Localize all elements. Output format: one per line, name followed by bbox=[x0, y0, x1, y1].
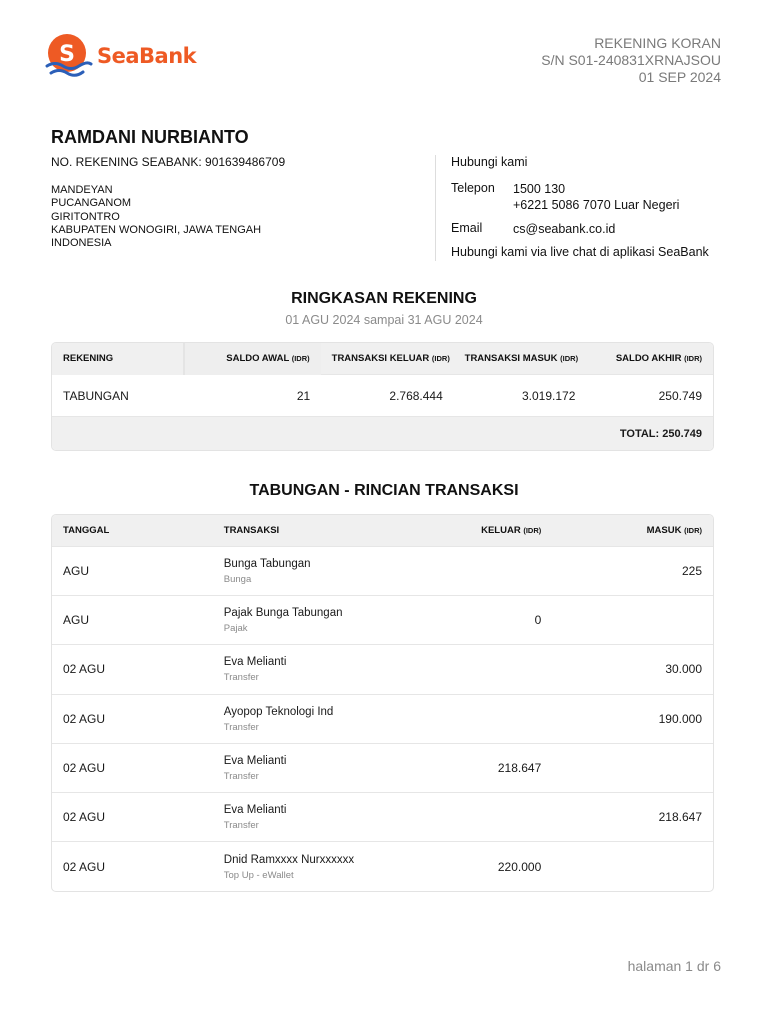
transaction-row bbox=[52, 596, 713, 645]
document-meta bbox=[541, 35, 721, 86]
page-number: halaman 1 dr 6 bbox=[627, 958, 721, 974]
transaction-details bbox=[213, 705, 438, 733]
transaction-type: Transfer bbox=[223, 820, 259, 832]
transaction-description: Bunga Tabungan bbox=[223, 558, 311, 571]
seabank-logo-icon bbox=[45, 33, 93, 79]
transaction-description: Ayopop Teknologi Ind bbox=[223, 705, 334, 718]
seabank-logo bbox=[45, 33, 196, 79]
transaction-out: 218.647 bbox=[497, 760, 542, 775]
transaction-type: Transfer bbox=[223, 672, 259, 684]
header-transaction: TRANSAKSI bbox=[223, 525, 280, 536]
header-unit: (IDR) bbox=[684, 354, 702, 363]
transaction-description: Pajak Bunga Tabungan bbox=[223, 607, 343, 620]
brand-name: SeaBank bbox=[97, 44, 197, 68]
incoming-total: 3.019.172 bbox=[521, 388, 576, 403]
live-chat-note: Hubungi kami via live chat di aplikasi SeaBank bbox=[451, 245, 709, 259]
phone-number-intl[interactable]: +6221 5086 7070 Luar Negeri bbox=[513, 198, 680, 212]
header-account: REKENING bbox=[52, 343, 183, 375]
transaction-in: 225 bbox=[681, 564, 703, 579]
transaction-date: 02 AGU bbox=[63, 760, 106, 775]
header-unit: (IDR) bbox=[431, 354, 450, 363]
transaction-row bbox=[52, 744, 713, 793]
email-link[interactable]: cs@seabank.co.id bbox=[513, 222, 616, 236]
header-label: SALDO AWAL bbox=[226, 352, 290, 364]
header-label: KELUAR bbox=[481, 525, 521, 536]
header-unit: (IDR) bbox=[684, 526, 703, 535]
transaction-out: 220.000 bbox=[497, 859, 542, 874]
phone-label: Telepon bbox=[451, 181, 495, 195]
contact-title: Hubungi kami bbox=[451, 155, 528, 169]
transaction-type: Pajak bbox=[223, 623, 248, 635]
address-line: KABUPATEN WONOGIRI, JAWA TENGAH bbox=[51, 223, 262, 236]
summary-period: 01 AGU 2024 sampai 31 AGU 2024 bbox=[285, 313, 483, 327]
svg-text:S: S bbox=[59, 42, 75, 67]
transaction-out: 0 bbox=[534, 613, 542, 628]
phone-number[interactable]: 1500 130 bbox=[513, 182, 566, 196]
header-label: SALDO AKHIR bbox=[615, 353, 682, 364]
address-line: PUCANGANOM bbox=[51, 197, 132, 210]
transaction-row bbox=[52, 695, 713, 744]
summary-table bbox=[51, 342, 714, 451]
statement-date: 01 SEP 2024 bbox=[638, 69, 721, 85]
transaction-in: 190.000 bbox=[658, 711, 703, 726]
header-out bbox=[437, 525, 552, 536]
transaction-type: Transfer bbox=[223, 721, 259, 733]
header-outgoing bbox=[321, 353, 454, 364]
transaction-description: Dnid Ramxxxx Nurxxxxxx bbox=[223, 853, 355, 866]
header-label: TRANSAKSI KELUAR bbox=[331, 353, 430, 364]
transaction-details bbox=[213, 557, 438, 585]
opening-balance: 21 bbox=[296, 388, 311, 403]
transactions-header-row bbox=[52, 515, 713, 547]
header-closing-balance bbox=[587, 353, 713, 364]
transaction-description: Eva Melianti bbox=[223, 656, 287, 669]
transactions-title: TABUNGAN - RINCIAN TRANSAKSI bbox=[249, 482, 519, 499]
transaction-details bbox=[213, 655, 438, 683]
header-in bbox=[552, 525, 713, 536]
transaction-details bbox=[213, 606, 438, 634]
transaction-row bbox=[52, 645, 713, 694]
transaction-in: 218.647 bbox=[658, 810, 703, 825]
summary-header-row bbox=[52, 343, 713, 375]
summary-row bbox=[52, 375, 713, 417]
transaction-description: Eva Melianti bbox=[223, 754, 287, 767]
header-date: TANGGAL bbox=[63, 525, 110, 536]
header-label: TRANSAKSI MASUK bbox=[464, 353, 558, 364]
email-label: Email bbox=[451, 221, 483, 235]
closing-balance: 250.749 bbox=[658, 388, 702, 403]
account-type: TABUNGAN bbox=[63, 388, 129, 403]
transaction-row bbox=[52, 842, 713, 891]
outgoing-total: 2.768.444 bbox=[389, 388, 443, 403]
transaction-in: 30.000 bbox=[665, 662, 703, 677]
transaction-details bbox=[213, 803, 438, 831]
summary-title: RINGKASAN REKENING bbox=[291, 290, 477, 307]
transaction-details bbox=[213, 754, 438, 782]
address-line: INDONESIA bbox=[51, 237, 112, 250]
transaction-description: Eva Melianti bbox=[223, 804, 287, 817]
address-line: MANDEYAN bbox=[51, 184, 113, 196]
transaction-date: 02 AGU bbox=[63, 859, 106, 874]
address-line: GIRITONTRO bbox=[51, 210, 120, 223]
transaction-type: Transfer bbox=[223, 770, 259, 782]
vertical-divider bbox=[435, 155, 436, 261]
transaction-details bbox=[213, 853, 438, 881]
header-opening-balance bbox=[183, 343, 320, 375]
account-holder-name: RAMDANI NURBIANTO bbox=[51, 127, 249, 147]
header-incoming bbox=[454, 353, 587, 364]
summary-total-row bbox=[52, 417, 713, 450]
header-label: MASUK bbox=[646, 525, 682, 536]
transaction-type: Top Up - eWallet bbox=[223, 869, 294, 881]
transaction-row bbox=[52, 547, 713, 596]
header-unit: (IDR) bbox=[523, 526, 542, 535]
transaction-type: Bunga bbox=[223, 574, 252, 586]
transaction-date: 02 AGU bbox=[63, 662, 106, 677]
transaction-date: 02 AGU bbox=[63, 810, 106, 825]
serial-number: S/N S01-240831XRNAJSOU bbox=[541, 52, 721, 68]
header-unit: (IDR) bbox=[291, 353, 310, 363]
transaction-row bbox=[52, 793, 713, 842]
transactions-table bbox=[51, 514, 714, 892]
transaction-date: AGU bbox=[63, 613, 90, 628]
document-type: REKENING KORAN bbox=[594, 35, 721, 51]
summary-total: TOTAL: 250.749 bbox=[619, 427, 702, 440]
transaction-date: 02 AGU bbox=[63, 711, 106, 726]
account-number: NO. REKENING SEABANK: 901639486709 bbox=[51, 155, 286, 169]
holder-address bbox=[51, 184, 261, 250]
header-unit: (IDR) bbox=[560, 354, 579, 363]
transaction-date: AGU bbox=[63, 564, 90, 579]
